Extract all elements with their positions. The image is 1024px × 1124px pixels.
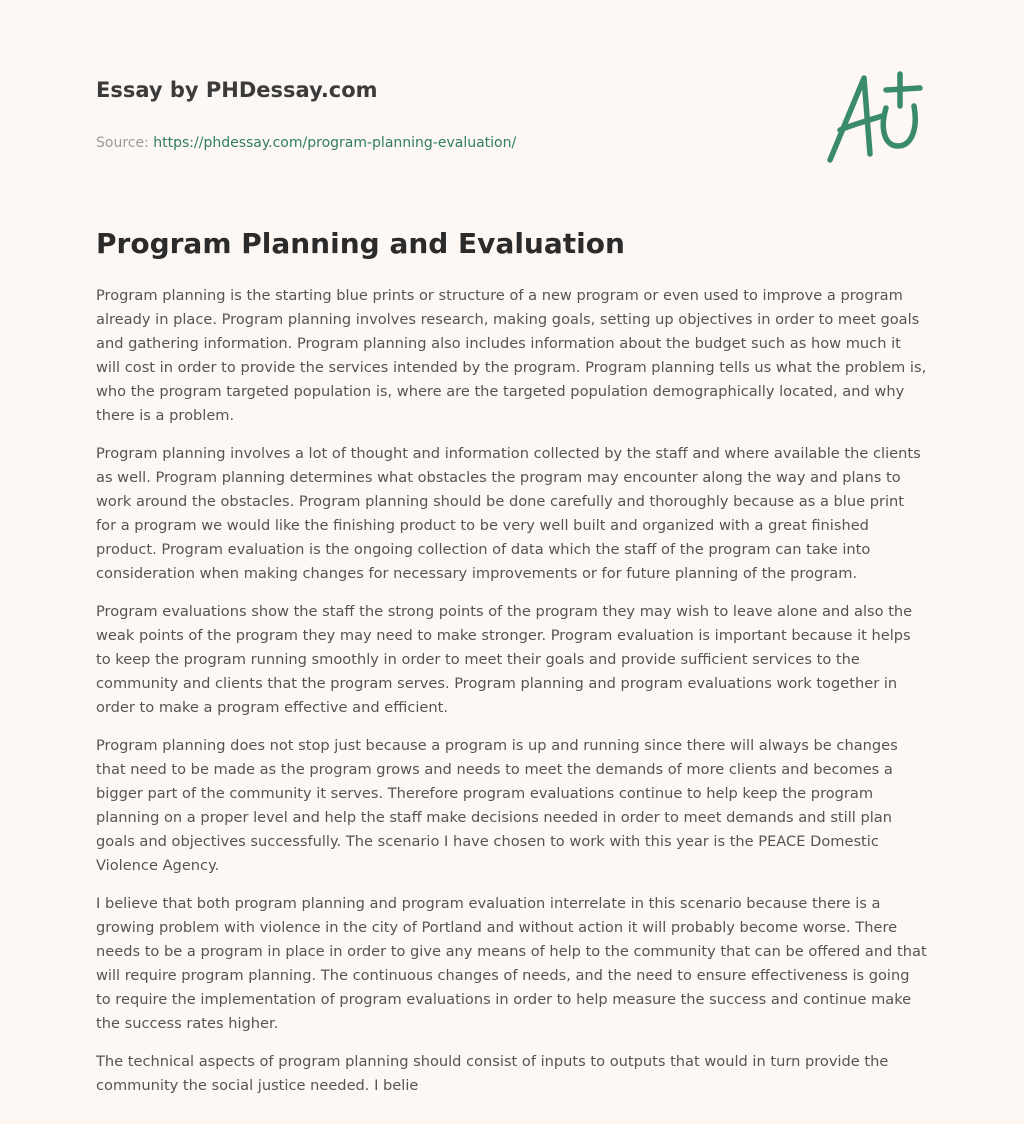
brand-title: Essay by PHDessay.com <box>96 78 378 102</box>
page-title: Program Planning and Evaluation <box>96 227 625 260</box>
essay-header <box>96 74 796 153</box>
paragraph: The technical aspects of program planning should consist of inputs to outputs that would in turn provide the community the social justice needed. I belie <box>96 1053 889 1094</box>
source-label: Source: <box>96 135 149 151</box>
paragraph: Program evaluations show the staff the strong points of the program they may wish to leave alone and also the weak points of the program they may need to make stronger. Program evaluation is important because it helps to keep the program running smoothly in order to meet their goals and provide sufficient services to the community and clients that the program serves. Program planning and program evaluations work together in order to make a program effective and efficient. <box>96 603 913 716</box>
paragraph: Program planning involves a lot of thought and information collected by the staff and where available the clients as well. Program planning determines what obstacles the program may encounter along the way and plans to work around the obstacles. Program planning should be done carefully and thoroughly because as a blue print for a program we would like the finishing product to be very well built and organized with a great finished product. Program evaluation is the ongoing collection of data which the staff of the program can take into consideration when making changes for necessary improvements or for future planning of the program. <box>96 445 921 582</box>
essay-body <box>96 284 928 1112</box>
paragraph: Program planning does not stop just because a program is up and running since there will always be changes that need to be made as the program grows and needs to meet the demands of more clients and becomes a bigger part of the community it serves. Therefore program evaluations continue to help keep the program planning on a proper level and help the staff make decisions needed in order to meet demands and still plan goals and objectives successfully. The scenario I have chosen to work with this year is the PEACE Domestic Violence Agency. <box>96 737 898 874</box>
paragraph: I believe that both program planning and program evaluation interrelate in this scenario because there is a growing problem with violence in the city of Portland and without action it will probably become worse. There needs to be a program in place in order to give any means of help to the community that can be offered and that will require program planning. The continuous changes of needs, and the need to ensure effectiveness is going to require the implementation of program evaluations in order to help measure the success and continue make the success rates higher. <box>96 895 927 1032</box>
source-line <box>96 133 796 153</box>
paragraph: Program planning is the starting blue prints or structure of a new program or even used to improve a program already in place. Program planning involves research, making goals, setting up objectives in order to meet goals and gathering information. Program planning also includes information about the budget such as how much it will cost in order to provide the services intended by the program. Program planning tells us what the problem is, who the program targeted population is, where are the targeted population demographically located, and why there is a problem. <box>96 287 927 424</box>
source-link[interactable]: https://phdessay.com/program-planning-evaluation/ <box>153 135 517 151</box>
a-plus-icon <box>820 66 930 166</box>
